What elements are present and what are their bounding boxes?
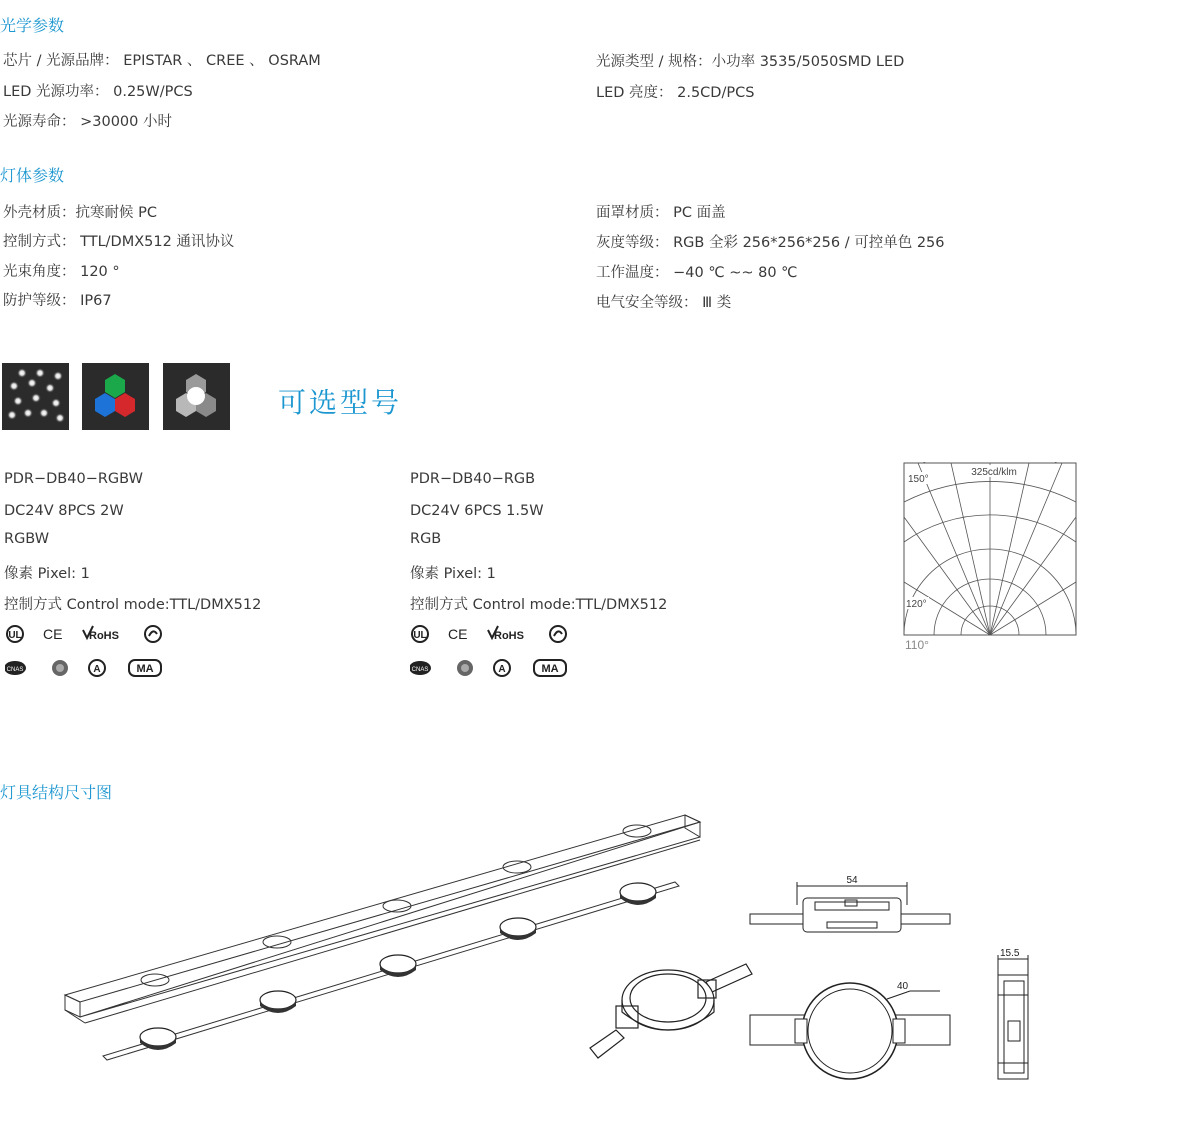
pixel-top-view: [745, 975, 955, 1085]
model-a-pixel: 像素 Pixel: 1: [4, 566, 90, 582]
svg-text:RoHS: RoHS: [494, 630, 524, 642]
cnas-icon: [5, 661, 26, 675]
optical-spec-power: LED 光源功率： 0.25W/PCS: [3, 84, 193, 100]
model-a-color: RGBW: [4, 531, 50, 547]
model-b-power: DC24V 6PCS 1.5W: [410, 503, 544, 519]
body-spec-control: 控制方式： TTL/DMX512 通讯协议: [3, 234, 235, 250]
body-spec-temp: 工作温度： −40 ℃ ~~ 80 ℃: [596, 265, 798, 281]
pixel-side-view: [745, 870, 955, 940]
ccc-icon: [457, 660, 473, 676]
body-spec-shell: 外壳材质：抗寒耐候 PC: [3, 205, 157, 221]
svg-text:A: A: [93, 664, 101, 675]
body-spec-beam: 光束角度： 120 °: [3, 264, 120, 280]
model-b-name: PDR−DB40−RGB: [410, 471, 536, 487]
pixel-perspective-drawing: [586, 960, 756, 1070]
ce-icon: CE: [43, 626, 63, 642]
cert-icons-b: [410, 624, 580, 684]
svg-text:UL: UL: [413, 630, 427, 641]
optical-spec-chip: 芯片 / 光源品牌： EPISTAR 、 CREE 、 OSRAM: [3, 53, 321, 69]
ma-icon: [534, 660, 566, 676]
svg-text:MA: MA: [541, 663, 559, 675]
optical-spec-life: 光源寿命： >30000 小时: [3, 114, 172, 130]
svg-text:UL: UL: [8, 630, 22, 641]
model-a-power: DC24V 8PCS 2W: [4, 503, 124, 519]
options-title: 可选型号: [278, 386, 403, 419]
body-spec-gray: 灰度等级： RGB 全彩 256*256*256 / 可控单色 256: [596, 235, 945, 251]
ccc-icon: [52, 660, 68, 676]
polar-label-150: 150°: [908, 474, 929, 485]
ce-icon: CE: [448, 626, 468, 642]
model-a-name: PDR−DB40−RGBW: [4, 471, 143, 487]
white-dots-icon: [2, 363, 69, 430]
polar-label-110: 110°: [905, 638, 929, 652]
model-b-control: 控制方式 Control mode:TTL/DMX512: [410, 597, 668, 613]
rgb-hexagon-icon: [82, 363, 149, 430]
cnas-icon: [410, 661, 431, 675]
svg-text:RoHS: RoHS: [89, 630, 119, 642]
ul-icon: [412, 626, 428, 642]
ma-icon: [129, 660, 161, 676]
svg-text:A: A: [498, 664, 506, 675]
cert-icons-a: [5, 624, 175, 684]
dimension-15-5-label: 15.5: [1000, 948, 1020, 959]
cl-icon: [494, 660, 510, 676]
body-spec-cover: 面罩材质： PC 面盖: [596, 205, 726, 221]
svg-text:CNAS: CNAS: [411, 667, 429, 673]
rohs-icon: [83, 626, 119, 642]
dimension-40-label: 40: [897, 981, 909, 992]
ul-icon: [7, 626, 23, 642]
optical-section-title: 光学参数: [0, 16, 65, 35]
optical-spec-type: 光源类型 / 规格：小功率 3535/5050SMD LED: [596, 54, 905, 70]
body-spec-safety: 电气安全等级： Ⅲ 类: [596, 295, 732, 311]
white-hexagon-icon: [163, 363, 230, 430]
polar-top-label: 325cd/klm: [971, 467, 1017, 478]
polar-diagram: [903, 462, 1079, 654]
body-spec-ip: 防护等级： IP67: [3, 293, 112, 309]
recycle-icon: [145, 626, 161, 642]
svg-text:CNAS: CNAS: [6, 667, 24, 673]
pixel-thickness-view: [990, 945, 1040, 1085]
svg-text:MA: MA: [136, 663, 154, 675]
optical-spec-brightness: LED 亮度： 2.5CD/PCS: [596, 85, 755, 101]
cl-icon: [89, 660, 105, 676]
model-b-color: RGB: [410, 531, 442, 547]
rohs-icon: [488, 626, 524, 642]
model-b-pixel: 像素 Pixel: 1: [410, 566, 496, 582]
structure-section-title: 灯具结构尺寸图: [0, 783, 113, 802]
model-a-control: 控制方式 Control mode:TTL/DMX512: [4, 597, 262, 613]
dimension-54-label: 54: [846, 875, 858, 886]
body-section-title: 灯体参数: [0, 166, 65, 185]
polar-label-120: 120°: [906, 599, 927, 610]
recycle-icon: [550, 626, 566, 642]
